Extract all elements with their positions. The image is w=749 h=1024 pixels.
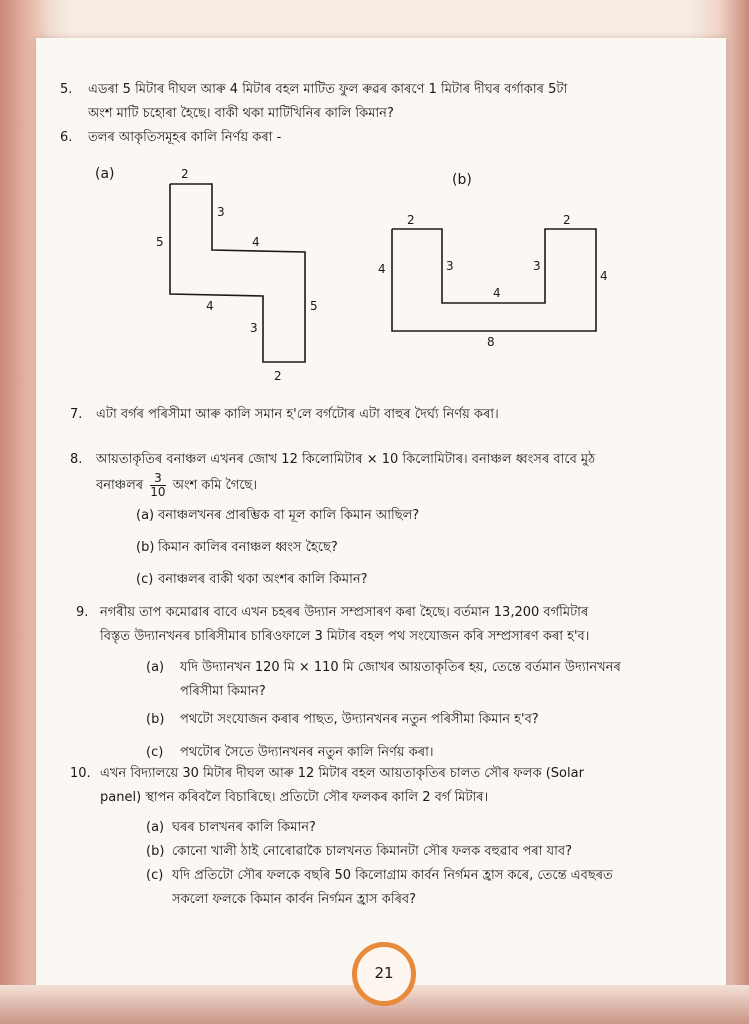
figure-a-step-bottom-label: 4 bbox=[206, 299, 214, 313]
sub-text-line2: পৰিসীমা কিমান? bbox=[180, 684, 266, 699]
question-7 bbox=[70, 403, 710, 427]
figure-b-inner-bottom-label: 4 bbox=[493, 286, 501, 300]
question-9a bbox=[146, 656, 706, 704]
question-number: 9. bbox=[76, 605, 89, 620]
question-text: তলৰ আকৃতিসমূহৰ কালি নিৰ্ণয় কৰা - bbox=[88, 130, 282, 145]
question-number: 10. bbox=[70, 766, 91, 781]
question-6 bbox=[60, 126, 700, 150]
question-number: 8. bbox=[70, 452, 83, 467]
figure-b-right-label: 4 bbox=[600, 269, 608, 283]
question-10b bbox=[146, 840, 706, 864]
sub-text: কোনো খালী ঠাই নোৰোৱাকৈ চালখনত কিমানটা সৌৰ ফলক বহুৱাব পৰা যাব? bbox=[172, 844, 573, 859]
figure-a-upper-right-label: 3 bbox=[217, 205, 225, 219]
figure-a-lower-left-label: 3 bbox=[250, 321, 258, 335]
question-text-line1: আয়তাকৃতিৰ বনাঞ্চল এখনৰ জোখ 12 কিলোমিটাৰ × 10 কিলোমিটাৰ। বনাঞ্চল ধ্বংসৰ বাবে মুঠ bbox=[96, 452, 596, 467]
fraction-numerator: 3 bbox=[150, 472, 165, 486]
figure-b-top-left-label: 2 bbox=[407, 213, 415, 227]
question-10c bbox=[146, 864, 706, 912]
question-text-line2: panel) স্থাপন কৰিবলৈ বিচাৰিছে। প্ৰতিটো সৌৰ ফলকৰ কালি 2 বৰ্গ মিটাৰ। bbox=[100, 790, 489, 805]
question-8c bbox=[136, 568, 696, 592]
figure-b-bottom-label: 8 bbox=[487, 335, 495, 349]
sub-label: (a) bbox=[136, 508, 155, 523]
figure-b-shape bbox=[392, 229, 596, 331]
fraction-denominator: 10 bbox=[150, 485, 166, 499]
sub-text-line1: যদি উদ্যানখন 120 মি × 110 মি জোখৰ আয়তাকৃতিৰ হয়, তেন্তে বৰ্তমান উদ্যানখনৰ bbox=[180, 660, 621, 675]
question-8a bbox=[136, 504, 696, 528]
question-9 bbox=[70, 601, 710, 649]
question-text-line1: এডৰা 5 মিটাৰ দীঘল আৰু 4 মিটাৰ বহল মাটিত ফুল ৰুৱৰ কাৰণে 1 মিটাৰ দীঘৰ বৰ্গাকাৰ 5টা bbox=[88, 82, 568, 97]
sub-text: ঘৰৰ চালখনৰ কালি কিমান? bbox=[172, 820, 316, 835]
line2-prefix: বনাঞ্চলৰ bbox=[96, 478, 144, 493]
question-10a bbox=[146, 816, 706, 840]
sub-label: (c) bbox=[146, 868, 164, 883]
figure-a-right-label: 5 bbox=[310, 299, 318, 313]
sub-label: (a) bbox=[146, 660, 165, 675]
sub-label: (c) bbox=[136, 572, 154, 587]
question-number: 7. bbox=[70, 407, 83, 422]
sub-text: বনাঞ্চলখনৰ প্ৰাৰম্ভিক বা মূল কালি কিমান আছিল? bbox=[158, 508, 420, 523]
question-text-line2: অংশ মাটি চহোৰা হৈছে। বাকী থকা মাটিখিনিৰ কালি কিমান? bbox=[88, 106, 394, 121]
question-5 bbox=[60, 78, 700, 126]
figure-a-top-label: 2 bbox=[181, 167, 189, 181]
sub-label: (c) bbox=[146, 745, 164, 760]
question-10 bbox=[70, 762, 710, 810]
figure-a-diagram bbox=[150, 160, 330, 385]
figure-a-shape bbox=[170, 184, 305, 362]
figure-b-diagram bbox=[370, 205, 620, 350]
question-text-line2: বিস্তৃত উদ্যানখনৰ চাৰিসীমাৰ চাৰিওফালে 3 মিটাৰ বহল পথ সংযোজন কৰি সম্প্ৰসাৰণ কৰা হ'ব। bbox=[100, 629, 590, 644]
question-text-line2 bbox=[96, 472, 257, 499]
question-text-line1: নগৰীয় তাপ কমোৱাৰ বাবে এখন চহৰৰ উদ্যান সম্প্ৰসাৰণ কৰা হৈছে। বৰ্তমান 13,200 বৰ্গমিটাৰ bbox=[100, 605, 589, 620]
sub-text: পথটোৰ সৈতে উদ্যানখনৰ নতুন কালি নিৰ্ণয় কৰা। bbox=[180, 745, 434, 760]
sub-label: (b) bbox=[146, 712, 165, 727]
sub-text: বনাঞ্চলৰ বাকী থকা অংশৰ কালি কিমান? bbox=[158, 572, 368, 587]
line2-suffix: অংশ কমি গৈছে। bbox=[172, 478, 258, 493]
figure-a-bottom-label: 2 bbox=[274, 369, 282, 383]
question-9b bbox=[146, 708, 706, 732]
figure-a-step-top-label: 4 bbox=[252, 235, 260, 249]
question-text-line1: এখন বিদ্যালয়ে 30 মিটাৰ দীঘল আৰু 12 মিটাৰ বহল আয়তাকৃতিৰ চালত সৌৰ ফলক (Solar bbox=[100, 766, 584, 781]
question-text: এটা বৰ্গৰ পৰিসীমা আৰু কালি সমান হ'লে বৰ্গটোৰ এটা বাহুৰ দৈৰ্ঘ্য নিৰ্ণয় কৰা। bbox=[96, 407, 499, 422]
figure-a-left-label: 5 bbox=[156, 235, 164, 249]
sub-text: পথটো সংযোজন কৰাৰ পাছত, উদ্যানখনৰ নতুন পৰিসীমা কিমান হ'ব? bbox=[180, 712, 539, 727]
question-8b bbox=[136, 536, 696, 560]
sub-label: (a) bbox=[146, 820, 165, 835]
sub-text-line2: সকলো ফলকে কিমান কাৰ্বন নিৰ্গমন হ্ৰাস কৰিব? bbox=[172, 892, 417, 907]
sub-label: (b) bbox=[136, 540, 155, 555]
fraction bbox=[150, 472, 165, 499]
page-number: 21 bbox=[352, 942, 416, 1006]
figure-b-inner-left-label: 3 bbox=[446, 259, 454, 273]
figure-b-label: (b) bbox=[452, 172, 472, 188]
figure-b-inner-right-label: 3 bbox=[533, 259, 541, 273]
sub-text: কিমান কালিৰ বনাঞ্চল ধ্বংস হৈছে? bbox=[158, 540, 338, 555]
question-number: 6. bbox=[60, 130, 73, 145]
question-number: 5. bbox=[60, 82, 73, 97]
figure-b-left-label: 4 bbox=[378, 262, 386, 276]
figure-a-label: (a) bbox=[95, 166, 115, 182]
sub-text-line1: যদি প্ৰতিটো সৌৰ ফলকে বছৰি 50 কিলোগ্ৰাম কাৰ্বন নিৰ্গমন হ্ৰাস কৰে, তেন্তে এবছৰত bbox=[172, 868, 613, 883]
figure-b-top-right-label: 2 bbox=[563, 213, 571, 227]
question-8 bbox=[70, 448, 710, 500]
sub-label: (b) bbox=[146, 844, 165, 859]
